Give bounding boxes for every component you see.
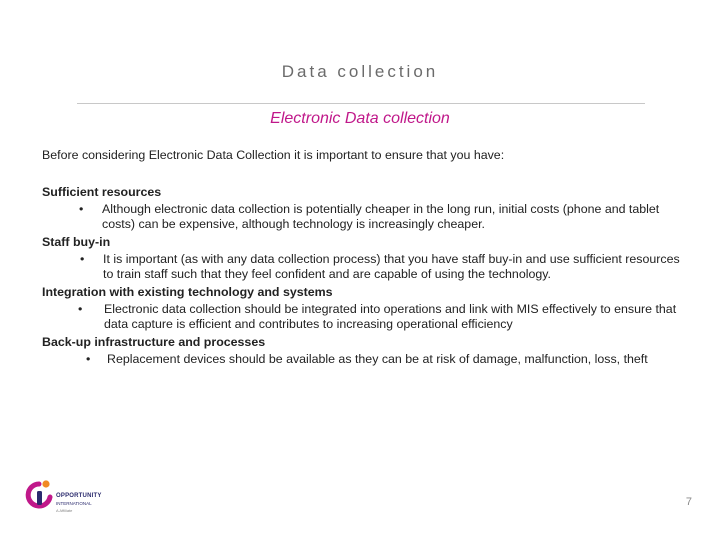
page-number: 7 [685, 496, 692, 508]
bullet-icon: • [78, 302, 83, 316]
slide-body [42, 148, 682, 370]
bullet-icon: • [86, 352, 91, 366]
section-heading-integration: Integration with existing technology and systems [42, 285, 333, 299]
bullet-text: Replacement devices should be available as they can be at risk of damage, malfunction, loss, theft [107, 352, 648, 366]
section-heading-staff-buy-in: Staff buy-in [42, 235, 111, 249]
bullet-text: Electronic data collection should be integrated into operations and link with MIS effectively to ensure that data capture is efficient and contributes to increasing operational efficiency [104, 302, 677, 331]
bullet-icon: • [80, 252, 85, 266]
bullet-icon: • [79, 202, 84, 216]
logo-mark-icon [24, 478, 54, 516]
bullet-item-staff-buy-in [42, 252, 682, 282]
bullet-item-resources [42, 202, 682, 232]
section-heading-backup: Back-up infrastructure and processes [42, 335, 266, 349]
logo-name: OPPORTUNITY [56, 493, 102, 499]
bullet-text: It is important (as with any data collection process) that you have staff buy-in and use sufficient resources to train staff such that they feel confident and are capable of using the technology. [103, 252, 680, 281]
slide-title: Data collection [281, 62, 439, 81]
bullet-item-integration [42, 302, 682, 332]
bullet-text: Although electronic data collection is potentially cheaper in the long run, initial costs (phone and tablet costs) can be expensive, although technology is increasingly cheaper. [102, 202, 660, 231]
company-logo [24, 478, 144, 518]
title-divider [77, 103, 645, 104]
section-heading-resources: Sufficient resources [42, 185, 162, 199]
logo-tagline: A Affiliate [56, 508, 73, 513]
bullet-item-backup [42, 352, 682, 367]
intro-text: Before considering Electronic Data Collection it is important to ensure that you have: [42, 148, 505, 162]
slide-subtitle: Electronic Data collection [270, 110, 450, 127]
logo-subtitle: INTERNATIONAL [56, 501, 92, 506]
